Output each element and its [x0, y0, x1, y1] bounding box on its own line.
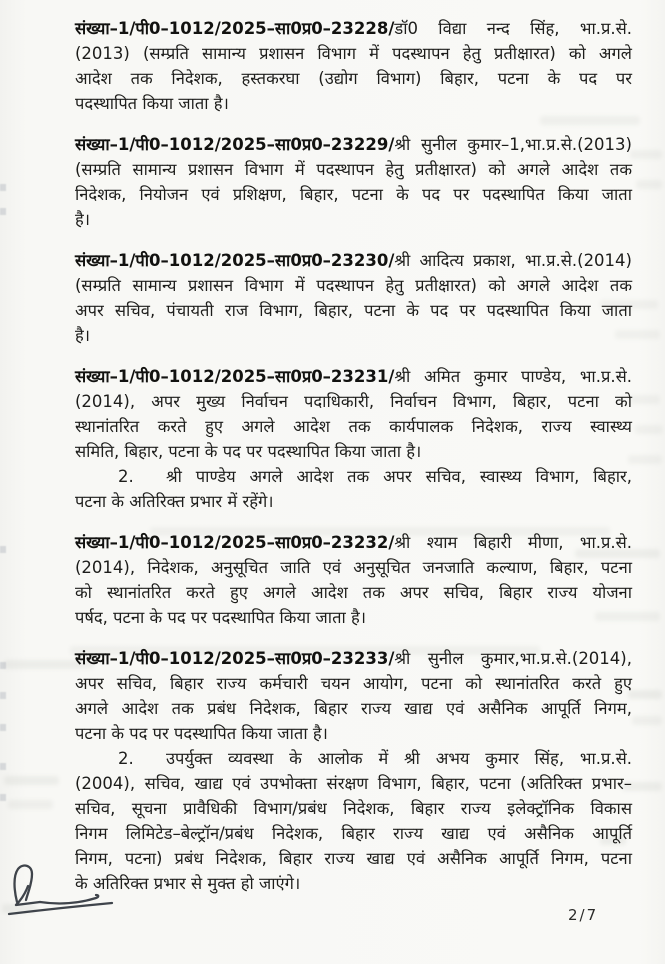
scan-edge-artifact [0, 184, 6, 191]
order-line: है। [75, 210, 91, 229]
order-paragraph-23229 [75, 132, 632, 232]
order-paragraph-23233 [75, 646, 632, 896]
clause-line: पटना के अतिरिक्त प्रभार में रहेंगे। [75, 492, 274, 511]
scan-edge-artifact [0, 724, 6, 731]
clause-line: निगम लिमिटेड–बेल्ट्रॉन/प्रबंध निदेशक, बिहार राज्य खाद्य एवं असैनिक आपूर्ति [75, 824, 632, 843]
order-line: अपर सचिव, पंचायती राज विभाग, बिहार, पटना के पद पर पदस्थापित किया जाता [75, 301, 632, 320]
clause-number: 2. [118, 749, 134, 768]
order-line: को स्थानांतरित करते हुए अगले आदेश तक अपर सचिव, बिहार राज्य योजना [75, 583, 632, 602]
scan-edge-artifact [0, 662, 6, 669]
order-ref-number: संख्या–1/पी0–1012/2025–सा0प्र0–23233/ [75, 649, 395, 668]
officer-name: श्री सुनील कुमार,भा.प्र.से.(2014), [394, 649, 632, 668]
page-number: 2/7 [568, 906, 599, 924]
order-line: पदस्थापित किया जाता है। [75, 94, 229, 113]
order-line: समिति, बिहार, पटना के पद पर पदस्थापित किया जाता है। [75, 442, 422, 461]
bleedthrough-smudge [8, 800, 53, 809]
clause-line: निगम, पटना) प्रबंध निदेशक, बिहार राज्य खाद्य एवं असैनिक आपूर्ति निगम, पटना [75, 849, 632, 868]
bleedthrough-smudge [630, 395, 660, 404]
order-ref-number: संख्या–1/पी0–1012/2025–सा0प्र0–23230/ [75, 251, 395, 270]
officer-name: श्री आदित्य प्रकाश, भा.प्र.से.(2014) [394, 251, 632, 270]
order-line: पटना के पद पर पदस्थापित किया जाता है। [75, 724, 328, 743]
scan-edge-artifact [0, 546, 6, 553]
bleedthrough-smudge [628, 455, 662, 464]
officer-name: श्री श्याम बिहारी मीणा, भा.प्र.से. [394, 533, 632, 552]
bleedthrough-smudge [630, 150, 662, 159]
clause-line [75, 464, 632, 489]
bleedthrough-smudge [636, 180, 662, 189]
order-ref-number: संख्या–1/पी0–1012/2025–सा0प्र0–23228/ [75, 19, 395, 38]
order-line: पर्षद, पटना के पद पर पदस्थापित किया जाता है। [75, 608, 367, 627]
order-line: निदेशक, नियोजन एवं प्रशिक्षण, बिहार, पटना के पद पर पदस्थापित किया जाता [75, 185, 632, 204]
clause-number: 2. [118, 467, 134, 486]
order-line [75, 364, 632, 389]
bleedthrough-smudge [635, 425, 663, 434]
order-line: है। [75, 326, 91, 345]
order-line: अगले आदेश तक प्रबंध निदेशक, बिहार राज्य खाद्य एवं असैनिक आपूर्ति निगम, [75, 699, 632, 718]
document-body [75, 16, 632, 896]
scan-edge-artifact [0, 692, 6, 699]
order-ref-number: संख्या–1/पी0–1012/2025–सा0प्र0–23232/ [75, 533, 395, 552]
order-paragraph-23230 [75, 248, 632, 348]
order-line: अपर सचिव, बिहार राज्य कर्मचारी चयन आयोग, पटना को स्थानांतरित करते हुए [75, 674, 632, 693]
signature-scribble-icon [2, 856, 120, 922]
order-line: (सम्प्रति सामान्य प्रशासन विभाग में पदस्थापन हेतु प्रतीक्षारत) को अगले आदेश तक [75, 160, 632, 179]
bleedthrough-smudge [628, 690, 662, 699]
clause-line: सचिव, सूचना प्रावैधिकी विभाग/प्रबंध निदेशक, बिहार राज्य इलेक्ट्रॉनिक विकास [75, 799, 632, 818]
order-ref-number: संख्या–1/पी0–1012/2025–सा0प्र0–23229/ [75, 135, 395, 154]
bleedthrough-smudge [4, 776, 59, 785]
clause-text: श्री पाण्डेय अगले आदेश तक अपर सचिव, स्वास्थ्य विभाग, बिहार, [166, 467, 632, 486]
clause-line: (2004), सचिव, खाद्य एवं उपभोक्ता संरक्षण विभाग, बिहार, पटना (अतिरिक्त प्रभार– [75, 774, 632, 793]
order-paragraph-23232 [75, 530, 632, 630]
order-line [75, 646, 632, 671]
bleedthrough-smudge [632, 716, 662, 725]
order-line: (2014), अपर मुख्य निर्वाचन पदाधिकारी, निर्वाचन विभाग, बिहार, पटना को [75, 392, 632, 411]
order-line [75, 530, 632, 555]
order-line: आदेश तक निदेशक, हस्तकरघा (उद्योग विभाग) बिहार, पटना के पद पर [75, 69, 632, 88]
officer-name: श्री अमित कुमार पाण्डेय, भा.प्र.से. [394, 367, 632, 386]
officer-name: डॉ0 विद्या नन्द सिंह, भा.प्र.से. [394, 19, 632, 38]
clause-text: उपर्युक्त व्यवस्था के आलोक में श्री अभय कुमार सिंह, भा.प्र.से. [166, 749, 632, 768]
order-line: स्थानांतरित करते हुए अगले आदेश तक कार्यपालक निदेशक, राज्य स्वास्थ्य [75, 417, 632, 436]
order-line: (2014), निदेशक, अनुसूचित जाति एवं अनुसूचित जनजाति कल्याण, बिहार, पटना [75, 558, 632, 577]
scan-edge-artifact [0, 763, 6, 770]
order-ref-number: संख्या–1/पी0–1012/2025–सा0प्र0–23231/ [75, 367, 395, 386]
order-paragraph-23228 [75, 16, 632, 116]
scan-edge-artifact [0, 208, 6, 215]
order-line [75, 248, 632, 273]
scan-edge-artifact [0, 794, 6, 801]
clause-line [75, 746, 632, 771]
clause-line: के अतिरिक्त प्रभार से मुक्त हो जाएंगे। [75, 874, 301, 893]
order-line [75, 132, 632, 157]
officer-name: श्री सुनील कुमार–1,भा.प्र.से.(2013) [394, 135, 632, 154]
order-line: (2013) (सम्प्रति सामान्य प्रशासन विभाग में पदस्थापन हेतु प्रतीक्षारत) को अगले [75, 44, 632, 63]
order-line [75, 16, 632, 41]
order-paragraph-23231 [75, 364, 632, 514]
order-line: (सम्प्रति सामान्य प्रशासन विभाग में पदस्थापन हेतु प्रतीक्षारत) को अगले आदेश तक [75, 276, 632, 295]
